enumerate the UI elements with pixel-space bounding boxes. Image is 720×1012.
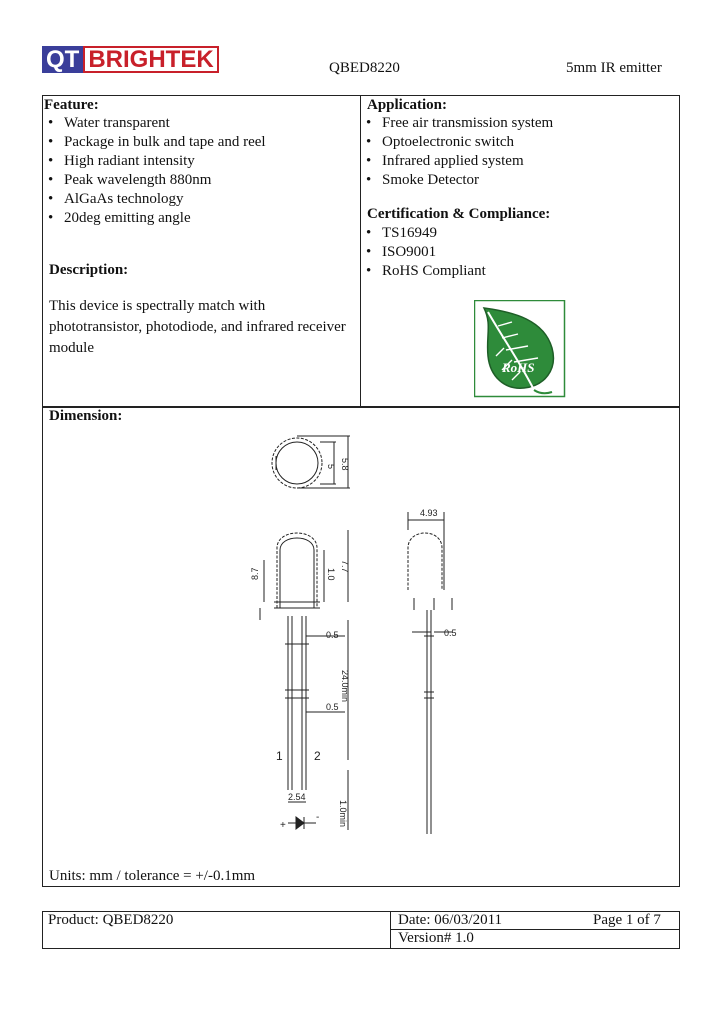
logo-qt: QT — [42, 46, 83, 73]
column-divider — [360, 95, 361, 407]
rohs-label: RoHS — [502, 360, 535, 375]
application-item: • Smoke Detector — [362, 171, 553, 190]
dim-7-7: 7.7 — [340, 560, 350, 573]
feature-list — [44, 114, 266, 228]
dim-1-0min: 1.0min — [338, 800, 348, 828]
top-view — [272, 436, 350, 488]
application-list — [362, 114, 553, 190]
led-dimension-drawing — [240, 430, 480, 835]
feature-item: • 20deg emitting angle — [44, 209, 266, 228]
dim-5: 5 — [326, 464, 336, 470]
dimension-title: Dimension: — [49, 408, 123, 424]
logo-brightek: BRIGHTEK — [83, 46, 218, 73]
part-number: QBED8220 — [329, 60, 400, 76]
application-item: • Infrared applied system — [362, 152, 553, 171]
dim-2-54: 2.54 — [288, 792, 306, 802]
footer-date: Date: 06/03/2011 — [398, 912, 503, 928]
dim-8-7: 8.7 — [250, 567, 260, 580]
units-tolerance: Units: mm / tolerance = +/-0.1mm — [49, 868, 256, 884]
pin-2: 2 — [314, 749, 321, 763]
dim-0-5-b: 0.5 — [326, 702, 339, 712]
footer-product: Product: QBED8220 — [48, 912, 174, 928]
rohs-leaf-icon — [474, 300, 566, 398]
description-text: This device is spectrally match with phototransistor, photodiode, and infrared receiver module — [49, 298, 346, 356]
footer-version: Version# 1.0 — [398, 930, 474, 946]
application-title: Application: — [367, 97, 448, 113]
right-side-view — [408, 512, 452, 834]
feature-item: • Water transparent — [44, 114, 266, 133]
pin-1: 1 — [276, 749, 283, 763]
feature-title: Feature: — [44, 97, 99, 113]
company-logo — [42, 46, 219, 73]
dim-4-93: 4.93 — [420, 508, 438, 518]
dim-5-8: 5.8 — [340, 458, 350, 471]
description-title: Description: — [49, 262, 129, 278]
dim-0-5-c: 0.5 — [444, 628, 457, 638]
feature-item: • High radiant intensity — [44, 152, 266, 171]
application-item: • Optoelectronic switch — [362, 133, 553, 152]
feature-item: • AlGaAs technology — [44, 190, 266, 209]
certification-list — [362, 224, 486, 281]
feature-item: • Peak wavelength 880nm — [44, 171, 266, 190]
certification-title: Certification & Compliance: — [367, 206, 551, 222]
application-item: • Free air transmission system — [362, 114, 553, 133]
certification-item: • ISO9001 — [362, 243, 486, 262]
cathode-label: - — [316, 812, 320, 823]
dim-0-5-a: 0.5 — [326, 630, 339, 640]
footer-page: Page 1 of 7 — [593, 912, 661, 928]
product-type: 5mm IR emitter — [566, 60, 662, 76]
dim-24min: 24.0min — [340, 670, 350, 703]
dim-1-0: 1.0 — [326, 568, 336, 581]
anode-label: + — [280, 820, 286, 831]
feature-item: • Package in bulk and tape and reel — [44, 133, 266, 152]
diode-symbol — [288, 817, 316, 829]
certification-item: • TS16949 — [362, 224, 486, 243]
certification-item: • RoHS Compliant — [362, 262, 486, 281]
